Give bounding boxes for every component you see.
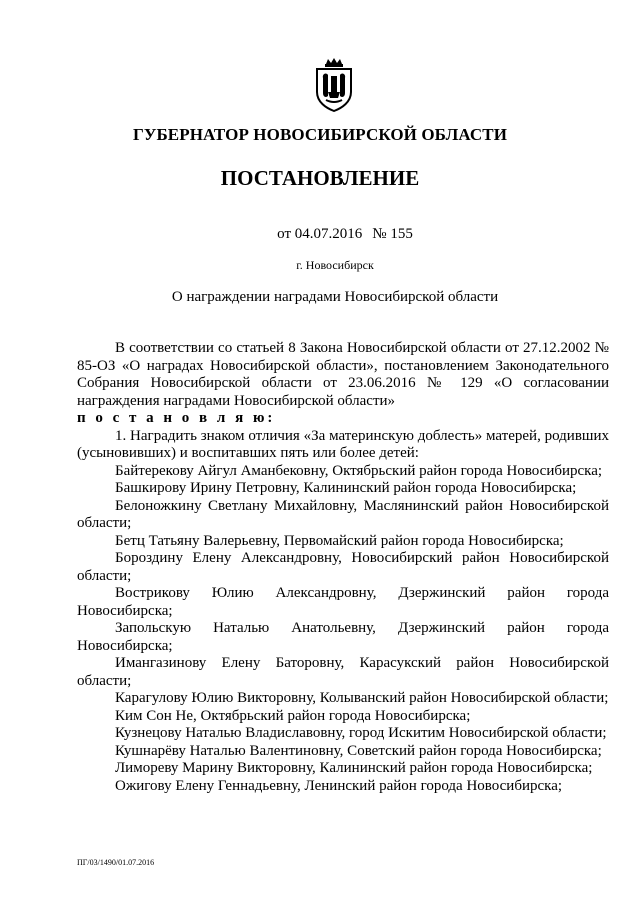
- recipient-entry: Ким Сон Не, Октябрьский район города Новосибирска;: [115, 707, 471, 724]
- document-type: ПОСТАНОВЛЕНИЕ: [220, 166, 420, 190]
- recipient-entry: Кузнецову Наталью Владиславовну, город Искитим Новосибирской области;: [115, 725, 607, 741]
- coat-of-arms-icon: [314, 58, 354, 112]
- recipient-entry: Ожигову Елену Геннадьевну, Ленинский район города Новосибирска;: [115, 777, 563, 794]
- recipient-entry: Карагулову Юлию Викторовну, Колыванский район Новосибирской области;: [115, 690, 609, 706]
- document-date: от 04.07.2016: [277, 226, 363, 242]
- recipient-entry: Запольскую Наталью Анатольевну, Дзержинский район города Новосибирска;: [77, 620, 609, 654]
- document-body: [77, 340, 609, 795]
- decree-colon: :: [267, 410, 276, 426]
- recipient-entry: Белоножкину Светлану Михайловну, Маслянинский район Новосибирской области;: [77, 497, 609, 531]
- decree-word: п о с т а н о в л я ю: [77, 410, 268, 426]
- recipient-entry: Бороздину Елену Александровну, Новосибирский район Новосибирской области;: [77, 550, 609, 584]
- recipient-entry: Имангазинову Елену Баторовну, Карасукский район Новосибирской области;: [77, 655, 609, 689]
- recipient-entry: Башкирову Ирину Петровну, Калининский район города Новосибирска;: [115, 480, 577, 496]
- decree-line: [77, 410, 609, 428]
- recipient-entry: Байтерекову Айгул Аманбековну, Октябрьский район города Новосибирска;: [115, 462, 603, 479]
- recipient-entry: Бетц Татьяну Валерьевну, Первомайский район города Новосибирска;: [115, 532, 564, 549]
- preamble-paragraph: В соответствии со статьей 8 Закона Новосибирской области от 27.12.2002 № 85-ОЗ «О наградах Новосибирской области», постановлением Законодательного Собрания Новосибирской области от 23.06.2016 № 129 «О согласовании награждения наградами Новосибирской области»: [77, 340, 609, 409]
- date-number-line: [0, 226, 640, 243]
- document-number: № 155: [372, 226, 413, 242]
- document-code: ПГ/03/1490/01.07.2016: [77, 858, 155, 867]
- recipient-entry: Вострикову Юлию Александровну, Дзержинский район города Новосибирска;: [77, 585, 609, 619]
- governor-title: ГУБЕРНАТОР НОВОСИБИРСКОЙ ОБЛАСТИ: [132, 125, 508, 144]
- document-subject: О награждении наградами Новосибирской области: [171, 289, 499, 305]
- recipient-entry: Лимореву Марину Викторовну, Калининский район города Новосибирска;: [115, 760, 593, 776]
- recipient-entry: Кушнарёву Наталью Валентиновну, Советский район города Новосибирска;: [115, 742, 602, 759]
- city: г. Новосибирск: [296, 258, 374, 272]
- item-1-paragraph: 1. Наградить знаком отличия «За материнскую доблесть» матерей, родивших (усыновивших) и воспитавших пять или более детей:: [77, 427, 609, 461]
